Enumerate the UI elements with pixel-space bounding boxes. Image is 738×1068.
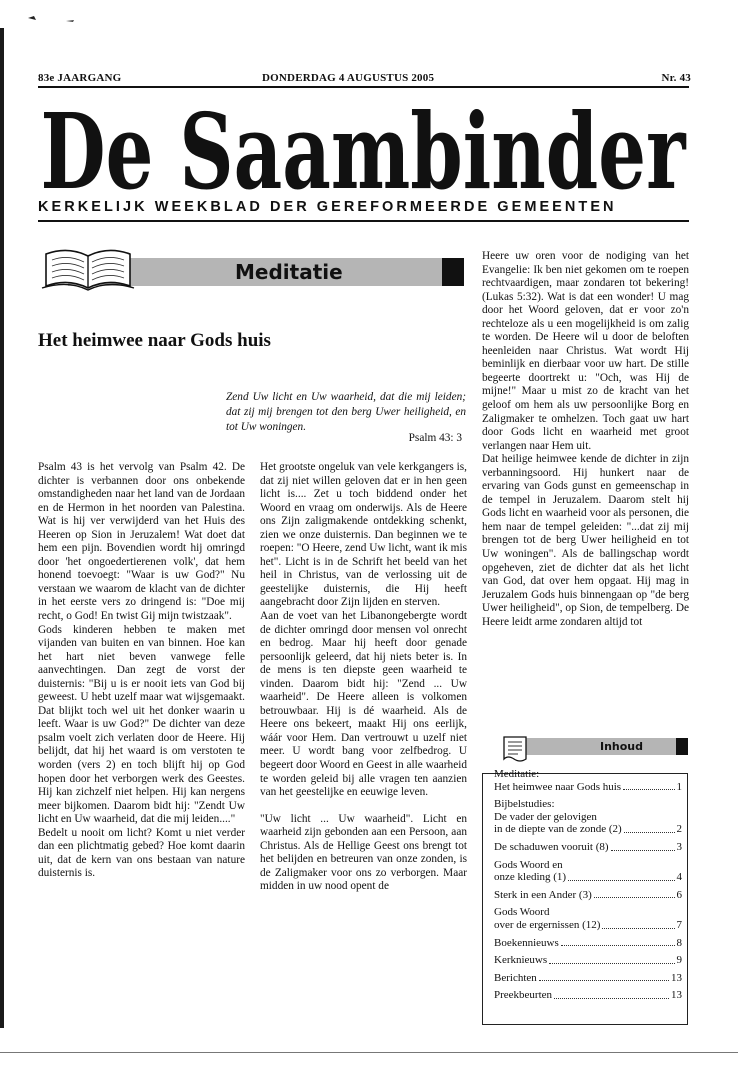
article-column-1 [38,461,245,881]
toc-entry-page: 7 [676,918,682,931]
toc-entry[interactable] [494,954,682,967]
toc-leader-dots [539,980,669,981]
toc-entry-title: Gods Woord over de ergernissen (12) [494,906,601,931]
paragraph: Het grootste ongeluk van vele kerkgangers is, dat zij niet willen geloven dat er in hen geen licht is.... Zet u toch biddend onder het Woord en vraag om onderwijs. Als de Heere ons Zijn zaligmakende ontdekking schenkt, zien we onze duisternis. Dan beginnen we te roepen: "O Heere, zend Uw licht, want ik mis het". Licht is in de Schrift het beeld van het heil in Christus, van de verlossing uit de geestelijke duisternis, die Hij heeft aangebracht door Zijn lijden en sterven. [260,461,467,609]
paragraph: Aan de voet van het Libanongebergte wordt de dichter omringd door mensen vol onrecht en bedrog. Maar hij heeft door genade persoonlijk geleerd, dat hij niets beter is. In de mens is ten diepste geen waarheid te vinden. Daarom bidt hij: "Zend ... Uw waarheid". De Heere alleen is volkomen betrouwbaar. Hij is dé waarheid. Als de Heere ons bekeert, maakt Hij ons eerlijk, wáár voor Hem. Dan vertrouwt u uzelf niet meer. U wordt bang voor zelfbedrog. U begeert door Woord en Geest in alle waarheid te worden geleid bij alle vragen ten aanzien van het geestelijke en eeuwige leven. [260,610,467,799]
paragraph: Psalm 43 is het vervolg van Psalm 42. De dichter is verbannen door ons onbekende omstandigheden naar het land van de Jordaan en de Hermon in het noorden van Palestina. Wat is hij ver verwijderd van het Huis des Heeren op Sion in Jeruzalem! Wat doet dat hem een pijn. Bovendien wordt hij omringd door 'het ongoedertierenen volk', dat hem honend toevoegt: "Waar is uw God?" Nu verstaan we waarom de klacht van de dichter in het eerste vers zo dringend is: "Doe mij recht, o God! En twist Gij mijn twistzaak". [38,461,245,623]
toc-entry-title: Gods Woord en onze kleding (1) [494,858,567,884]
article-column-2 [260,461,467,894]
toc-entry-title: Het heimwee naar Gods huis [494,780,622,793]
toc-section-heading: Meditatie: [494,768,540,780]
toc-entry-page: 4 [676,871,682,884]
toc-entry[interactable] [494,781,682,794]
toc-entry-page: 8 [676,936,682,949]
toc-leader-dots [623,789,674,790]
svg-text:De Saambinder: De Saambinder [40,96,687,196]
toc-entry-page: 13 [671,971,682,984]
toc-entry-title: Kerknieuws [494,954,548,967]
toc-entry[interactable] [494,972,682,985]
toc-entry-title: De vader der gelovigen in de diepte van de zonde (2) [494,810,622,836]
toc-entry-title: De schaduwen vooruit (8) [494,840,609,853]
open-book-icon [38,244,138,292]
issue-number: Nr. 43 [661,72,691,84]
article-column-3 [482,250,689,629]
paragraph: Heere uw oren voor de nodiging van het Evangelie: Ik ben niet gekomen om te roepen rechtvaardigen, maar zondaren tot bekering! (Lukas 5:32). Wat is dat een wonder! U mag door het Woord geloven, dat er voor zo'n rechteloze als u een mogelijkheid is om zalig te worden. De Heere wil u door de beloften heenleiden naar Christus. Wat wordt Hij beminlijk en dierbaar voor uw hart. De stille begeerte doortrekt u: "Och, was Hij de mijne!" Maar u mist zo de kracht van het geloof om hem als uw persoonlijke Borg en Zaligmaker te omhelzen. Toch gaat uw hart door Gods licht en waarheid met groot verlangen naar Hem uit. [482,250,689,452]
toc-title: Inhoud [600,740,644,753]
scan-speck [26,12,86,24]
toc-leader-dots [594,897,675,898]
table-of-contents [482,733,688,1023]
toc-entry-page: 1 [676,780,682,793]
paragraph: "Uw licht ... Uw waarheid". Licht en waarheid zijn gebonden aan een Persoon, aan Christus. Als de Hellige Geest ons brengt tot het belijden en betreuren van onze zonden, is de Zaligmaker voor ons zo verborgen. Maar midden in uw nood opent de [260,812,467,893]
toc-entry-page: 3 [676,840,682,853]
masthead-logo [38,96,689,196]
toc-entry-page: 6 [676,888,682,901]
toc-leader-dots [624,832,675,833]
toc-entry-title: Berichten [494,971,537,984]
toc-bar-end [676,738,688,755]
toc-entry-title: Boekennieuws [494,936,559,949]
toc-entry-title: Preekbeurten [494,989,553,1002]
toc-entry-title: Sterk in een Ander (3) [494,888,592,901]
paragraph: Bedelt u nooit om licht? Komt u niet verder dan een plichtmatig gebed? Hoe komt daarin uit, dat de kern van ons bestaan van nature duisternis is. [38,826,245,880]
masthead-rule [38,220,689,222]
toc-entry[interactable] [494,989,682,1002]
toc-entry[interactable] [494,906,682,931]
toc-entry[interactable] [494,811,682,836]
toc-leader-dots [554,998,669,999]
paper-scroll-icon [498,733,532,765]
issue-date: DONDERDAG 4 AUGUSTUS 2005 [262,72,435,84]
toc-leader-dots [568,880,674,881]
article-title: Het heimwee naar Gods huis [38,330,271,351]
toc-entry-page: 13 [671,989,682,1002]
toc-entry[interactable] [494,937,682,950]
toc-section-heading: Bijbelstudies: [494,798,555,811]
toc-leader-dots [611,850,675,851]
masthead-subtitle: KERKELIJK WEEKBLAD DER GEREFORMEERDE GEMEENTEN [38,199,617,215]
toc-entry[interactable] [494,859,682,884]
volume-number: 83e JAARGANG [38,72,122,84]
toc-entry[interactable] [494,841,682,854]
epigraph-quote: Zend Uw licht en Uw waarheid, dat die mij leiden; dat zij mij brengen tot den berg Uwer heiligheid, en tot Uw woningen. [226,391,466,433]
section-bar-end [442,258,464,286]
toc-entry[interactable] [494,889,682,902]
toc-leader-dots [561,945,675,946]
section-label: Meditatie [235,260,343,284]
paragraph: Dat heilige heimwee kende de dichter in zijn verbanningsoord. Hij hunkert naar de ervaring van Gods gunst en gemeenschap in de tempel in Jeruzalem. Daarom stelt hij Gods licht en waarheid voor als personen, die hem naar de tempel geleiden: "...dat zij mij brengen tot de berg Uwer heiligheid en tot Uw woningen". Als de ballingschap wordt opgeheven, ziet de dichter dat als het licht van God, dat over hem opgaat. Hij mag in Jeruzalem Gods huis binnengaan op "de berg Uwer heiligheid", op Sion, de tempelberg. De Heere leidt arme zondaren altijd tot [482,453,689,628]
header-rule [38,86,689,88]
toc-leader-dots [549,963,674,964]
toc-entry-page: 2 [676,823,682,836]
toc-entry-page: 9 [676,954,682,967]
scan-edge [0,28,4,1028]
toc-list [494,768,682,1007]
epigraph-reference: Psalm 43: 3 [408,432,462,444]
paragraph: Gods kinderen hebben te maken met vijanden van buiten en van binnen. Hoe kan het hart niet beven vanwege felle aanvechtingen. Dan zegt de vorst der duisternis: "Bij u is er nooit iets van God bij geweest. U hebt uzelf maar wat wijsgemaakt. Dat blijkt toch wel uit het donker waarin u leeft. Waar is uw God?" De dichter van deze psalm voelt zich verlaten door de Heere. Hij belijdt, dat hij het waard is om verstoten te worden (vers 2) en toch blijft hij op God hopen door het verborgen werk des Geestes. Hij kan zichzelf niet helpen. Hij kan nergens meer bijkomen. Daarom bidt hij: "Zendt Uw licht en Uw waarheid, dat die mij leiden...." [38,623,245,826]
scan-bottom-line [0,1052,738,1053]
toc-leader-dots [602,928,674,929]
section-banner [38,244,464,292]
